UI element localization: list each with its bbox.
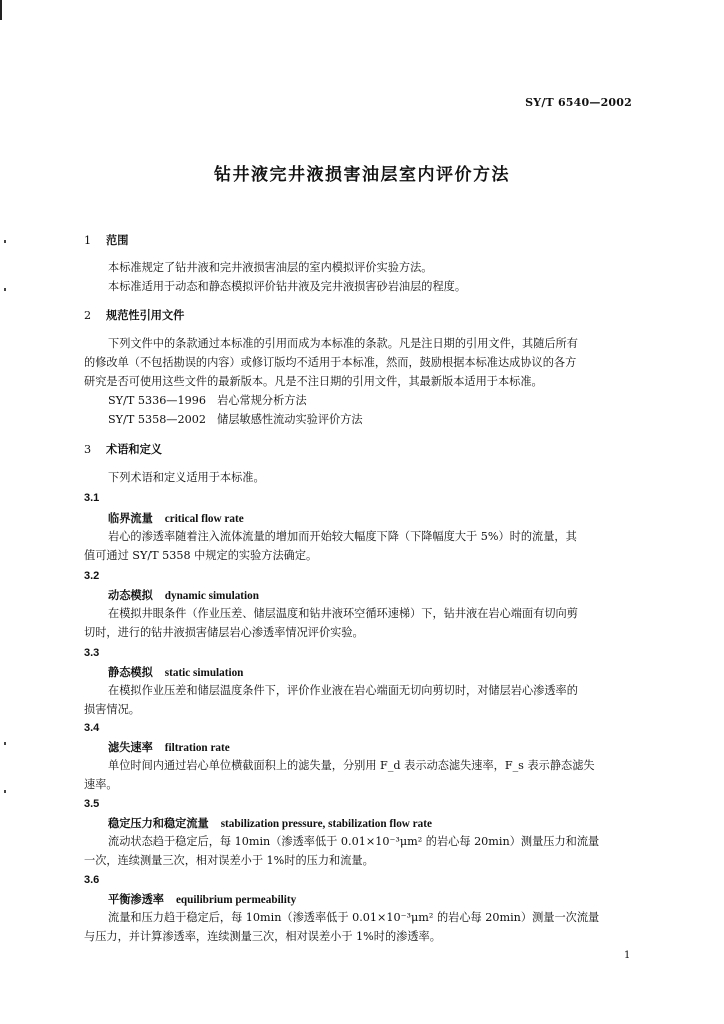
section-heading [84,307,184,324]
section-number: 2 [84,309,92,322]
clause-number: 3.4 [84,722,100,734]
section-title: 规范性引用文件 [106,308,185,322]
paragraph-line: 切时，进行的钻井液损害储层岩心渗透率情况评价实验。 [84,626,364,639]
term-en: static simulation [164,667,244,679]
term-zh: 稳定压力和稳定流量 [108,816,209,830]
paragraph-line: 速率。 [84,778,118,791]
scan-speck [4,288,6,291]
paragraph-line: 值可通过 SY/T 5358 中规定的实验方法确定。 [84,549,318,562]
paragraph-line: 在模拟作业压差和储层温度条件下，评价作业液在岩心端面无切向剪切时，对储层岩心渗透率的 [108,684,578,697]
page-number: 1 [624,950,631,961]
term-heading [108,891,296,908]
term-heading [108,664,243,681]
section-title: 术语和定义 [106,442,162,456]
clause-number: 3.6 [84,874,100,886]
term-zh: 平衡渗透率 [108,892,164,906]
scan-speck [4,742,6,745]
paragraph-line: 损害情况。 [84,703,140,716]
term-zh: 临界流量 [108,511,153,525]
section-heading [84,441,162,458]
term-heading [108,510,244,527]
section-number: 3 [84,443,92,456]
paragraph-line: 研究是否可使用这些文件的最新版本。凡是不注日期的引用文件，其最新版本适用于本标准。 [84,375,543,388]
term-en: dynamic simulation [164,590,259,602]
term-heading [108,739,230,756]
section-number: 1 [84,234,92,247]
term-zh: 动态模拟 [108,588,153,602]
paragraph-line: 下列术语和定义适用于本标准。 [108,471,265,484]
paragraph-line: 本标准适用于动态和静态模拟评价钻井液及完井液损害砂岩油层的程度。 [108,280,467,293]
paragraph-line: 的修改单（不包括勘误的内容）或修订版均不适用于本标准，然而，鼓励根据本标准达成协议的各方 [84,356,577,369]
paragraph-line: 流动状态趋于稳定后，每 10min（渗透率低于 0.01×10⁻³μm² 的岩心每 20min）测量压力和流量 [108,835,600,848]
term-en: critical flow rate [164,513,244,525]
reference-item: SY/T 5358—2002 储层敏感性流动实验评价方法 [108,413,363,426]
paragraph-line: 本标准规定了钻井液和完井液损害油层的室内模拟评价实验方法。 [108,261,433,274]
term-en: stabilization pressure, stabilization flow rate [220,818,432,830]
term-zh: 滤失速率 [108,740,153,754]
paragraph-line: 流量和压力趋于稳定后，每 10min（渗透率低于 0.01×10⁻³μm² 的岩心每 20min）测量一次流量 [108,911,600,924]
clause-number: 3.5 [84,798,100,810]
scan-edge-mark [0,0,2,20]
clause-number: 3.3 [84,647,100,659]
clause-number: 3.2 [84,570,100,582]
clause-number: 3.1 [84,492,100,504]
scan-speck [4,790,6,793]
paragraph-line: 与压力，并计算渗透率，连续测量三次，相对误差小于 1%时的渗透率。 [84,930,441,943]
section-heading [84,232,128,249]
paragraph-line: 一次，连续测量三次，相对误差小于 1%时的压力和流量。 [84,854,374,867]
document-title: 钻井液完井液损害油层室内评价方法 [214,165,510,185]
scan-speck [4,240,6,243]
paragraph-line: 下列文件中的条款通过本标准的引用而成为本标准的条款。凡是注日期的引用文件，其随后所有 [108,337,578,350]
term-heading [108,587,259,604]
section-title: 范围 [106,233,129,247]
term-heading [108,815,432,832]
term-en: filtration rate [164,742,230,754]
standard-code: SY/T 6540—2002 [525,96,632,109]
term-en: equilibrium permeability [175,894,297,906]
paragraph-line: 岩心的渗透率随着注入流体流量的增加而开始较大幅度下降（下降幅度大于 5%）时的流量，其 [108,530,577,543]
paragraph-line: 单位时间内通过岩心单位横截面积上的滤失量，分别用 F_d 表示动态滤失速率，F_s 表示静态滤失 [108,759,595,772]
term-zh: 静态模拟 [108,665,153,679]
reference-item: SY/T 5336—1996 岩心常规分析方法 [108,394,307,407]
paragraph-line: 在模拟井眼条件（作业压差、储层温度和钻井液环空循环速梯）下，钻井液在岩心端面有切向剪 [108,607,578,620]
